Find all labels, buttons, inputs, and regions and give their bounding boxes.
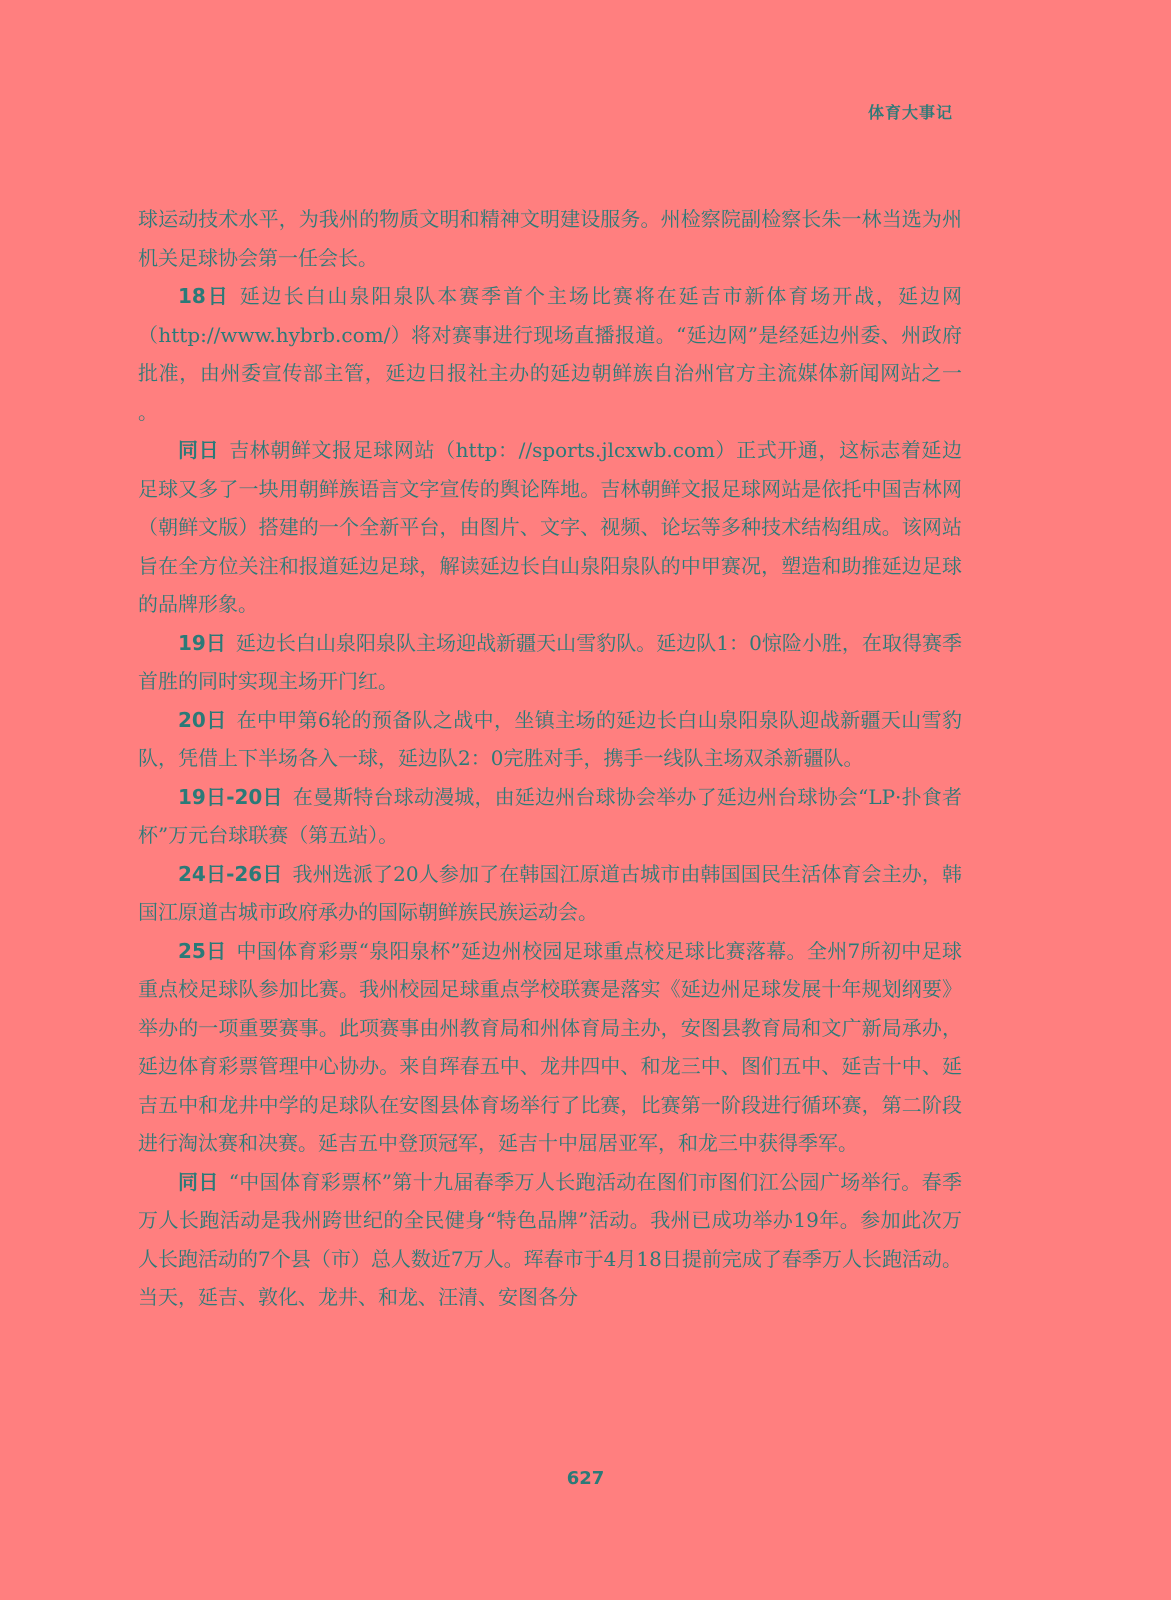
paragraph-text: “中国体育彩票杯”第十九届春季万人长跑活动在图们市图们江公园广场举行。春季万人长跑活动是我州跨世纪的全民健身“特色品牌”活动。我州已成功举办19年。参加此次万人长跑活动的7个县（市）总人数近7万人。珲春市于4月18日提前完成了春季万人长跑活动。当天，延吉、敦化、龙井、和龙、汪清、安图各分: [138, 1169, 963, 1309]
entry-date: 24日-26日: [178, 861, 283, 886]
entry-date: 18日: [178, 284, 230, 308]
paragraph-2: [138, 431, 962, 624]
paragraph-1: [138, 277, 962, 431]
paragraph-text: 球运动技术水平，为我州的物质文明和精神文明建设服务。州检察院副检察长朱一林当选为州机关足球协会第一任会长。: [138, 207, 962, 270]
running-header: 体育大事记: [867, 103, 953, 122]
paragraph-4: [138, 701, 962, 778]
paragraph-text: 在曼斯特台球动漫城，由延边州台球协会举办了延边州台球协会“LP·扑食者杯”万元台球联赛（第五站）。: [138, 784, 962, 847]
paragraph-6: [138, 855, 962, 932]
paragraph-7: [138, 932, 962, 1163]
paragraph-text: 在中甲第6轮的预备队之战中，坐镇主场的延边长白山泉阳泉队迎战新疆天山雪豹队，凭借上下半场各入一球，延边队2：0完胜对手，携手一线队主场双杀新疆队。: [138, 707, 962, 770]
paragraph-8: [138, 1163, 962, 1317]
entry-date: 同日: [178, 1169, 219, 1194]
paragraph-text: 延边长白山泉阳泉队主场迎战新疆天山雪豹队。延边队1：0惊险小胜，在取得赛季首胜的同时实现主场开门红。: [138, 630, 962, 693]
paragraph-text: 延边长白山泉阳泉队本赛季首个主场比赛将在延吉市新体育场开战，延边网（http://www.hybrb.com/）将对赛事进行现场直播报道。“延边网”是经延边州委、州政府批准，由州委宣传部主管，延边日报社主办的延边朝鲜族自治州官方主流媒体新闻网站之一 。: [138, 284, 962, 424]
entry-date: 同日: [178, 438, 220, 462]
paragraph-text: 我州选派了20人参加了在韩国江原道古城市由韩国国民生活体育会主办，韩国江原道古城市政府承办的国际朝鲜族民族运动会。: [138, 861, 963, 924]
paragraph-3: [138, 624, 962, 701]
paragraph-0: [138, 200, 962, 277]
entry-date: 19日-20日: [178, 784, 283, 809]
document-body: [138, 200, 962, 1317]
entry-date: 19日: [178, 630, 226, 655]
paragraph-5: [138, 778, 962, 855]
paragraph-text: 吉林朝鲜文报足球网站（http：//sports.jlcxwb.com）正式开通，这标志着延边足球又多了一块用朝鲜族语言文字宣传的舆论阵地。吉林朝鲜文报足球网站是依托中国吉林网（朝鲜文版）搭建的一个全新平台，由图片、文字、视频、论坛等多种技术结构组成。该网站旨在全方位关注和报道延边足球，解读延边长白山泉阳泉队的中甲赛况，塑造和助推延边足球的品牌形象。: [138, 438, 963, 616]
paragraph-text: 中国体育彩票“泉阳泉杯”延边州校园足球重点校足球比赛落幕。全州7所初中足球重点校足球队参加比赛。我州校园足球重点学校联赛是落实《延边州足球发展十年规划纲要》举办的一项重要赛事。此项赛事由州教育局和州体育局主办，安图县教育局和文广新局承办，延边体育彩票管理中心协办。来自珲春五中、龙井四中、和龙三中、图们五中、延吉十中、延吉五中和龙井中学的足球队在安图县体育场举行了比赛，比赛第一阶段进行循环赛，第二阶段进行淘汰赛和决赛。延吉五中登顶冠军，延吉十中屈居亚军，和龙三中获得季军。: [138, 938, 962, 1155]
page-number: 627: [566, 1468, 605, 1489]
entry-date: 20日: [178, 707, 227, 732]
entry-date: 25日: [178, 938, 227, 963]
